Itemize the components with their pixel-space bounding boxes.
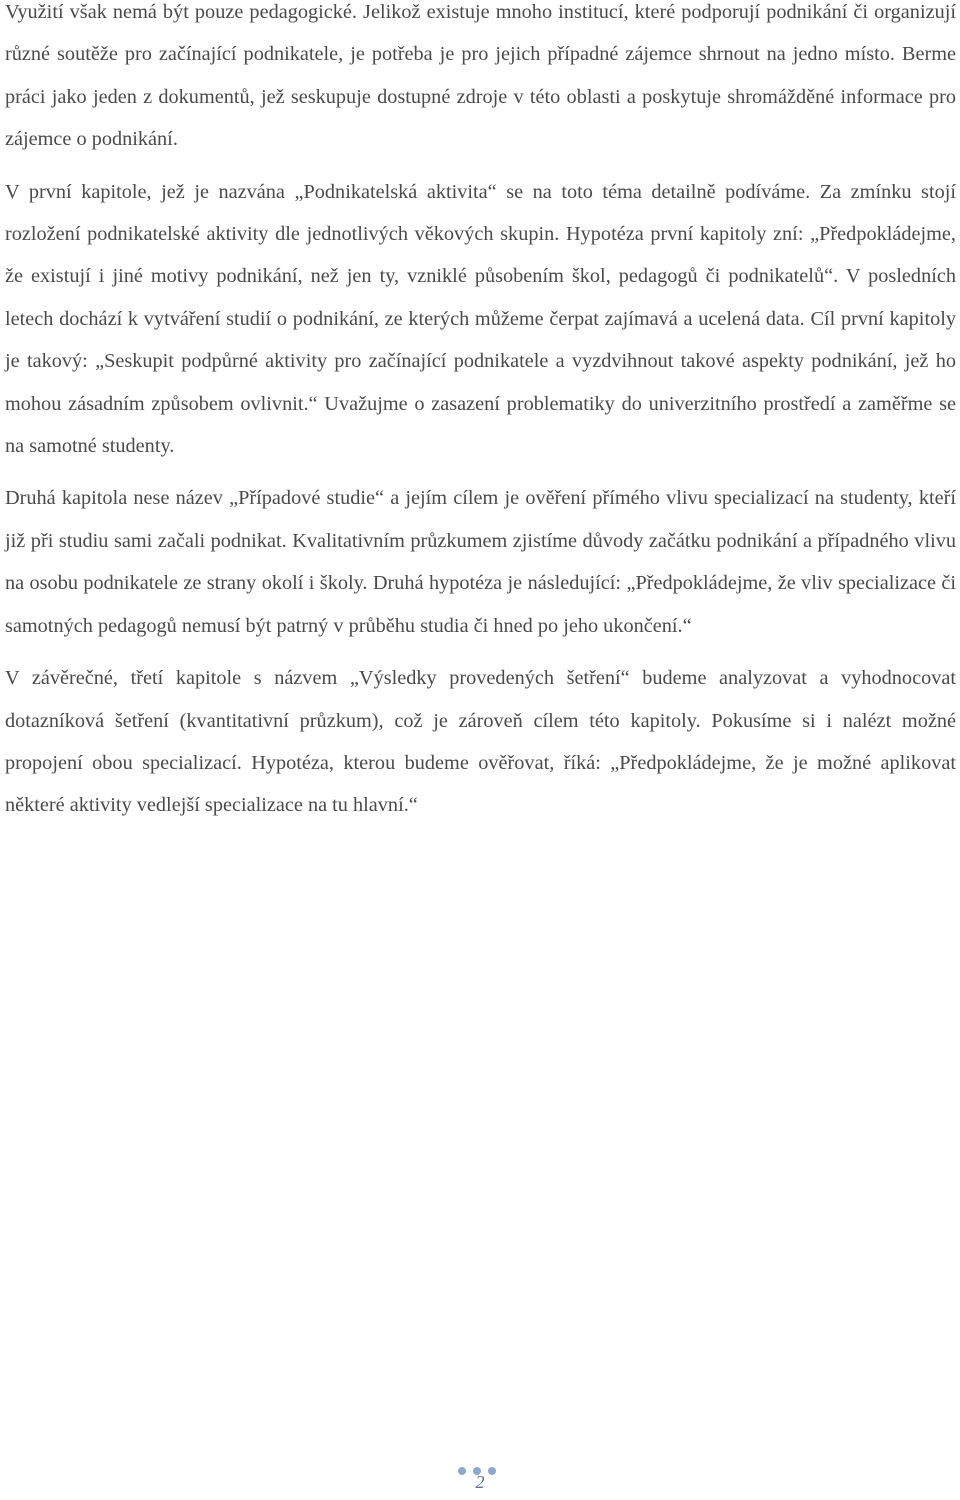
page-number: 2 — [475, 1472, 485, 1492]
footer-dot-icon — [458, 1467, 466, 1475]
paragraph-chapter-one: V první kapitole, jež je nazvána „Podnikatelská aktivita“ se na toto téma detailně podíváme. Za zmínku stojí rozložení podnikatelské aktivity dle jednotlivých věkových skupin. Hypotéza první kapitoly zní: „Předpokládejme, že existují i jiné motivy podnikání, než jen ty, vzniklé působením škol, pedagogů či podnikatelů“. V posledních letech dochází k vytváření studií o podnikání, ze kterých můžeme čerpat zajímavá a ucelená data. Cíl první kapitoly je takový: „Seskupit podpůrné aktivity pro začínající podnikatele a vyzdvihnout takové aspekty podnikání, jež ho mohou zásadním způsobem ovlivnit.“ Uvažujme o zasazení problematiky do univerzitního prostředí a zaměřme se na samotné studenty. — [5, 180, 956, 458]
paragraph-chapter-three: V závěrečné, třetí kapitole s názvem „Výsledky provedených šetření“ budeme analyzovat a vyhodnocovat dotazníková šetření (kvantitativní průzkum), což je zároveň cílem této kapitoly. Pokusíme si i nalézt možné propojení obou specializací. Hypotéza, kterou budeme ověřovat, říká: „Předpokládejme, že je možné aplikovat některé aktivity vedlejší specializace na tu hlavní.“ — [5, 667, 956, 817]
paragraph-chapter-two: Druhá kapitola nese název „Případové studie“ a jejím cílem je ověření přímého vlivu specializací na studenty, kteří již při studiu sami začali podnikat. Kvalitativním průzkumem zjistíme důvody začátku podnikání a případného vlivu na osobu podnikatele ze strany okolí i školy. Druhá hypotéza je následující: „Předpokládejme, že vliv specializace či samotných pedagogů nemusí být patrný v průběhu studia či hned po jeho ukončení.“ — [5, 487, 956, 637]
paragraph-intro: Využití však nemá být pouze pedagogické. Jelikož existuje mnoho institucí, které podporují podnikání či organizují různé soutěže pro začínající podnikatele, je potřeba je pro jejich případné zájemce shrnout na jedno místo. Berme práci jako jeden z dokumentů, jež seskupuje dostupné zdroje v této oblasti a poskytuje shromážděné informace pro zájemce o podnikání. — [5, 1, 956, 151]
